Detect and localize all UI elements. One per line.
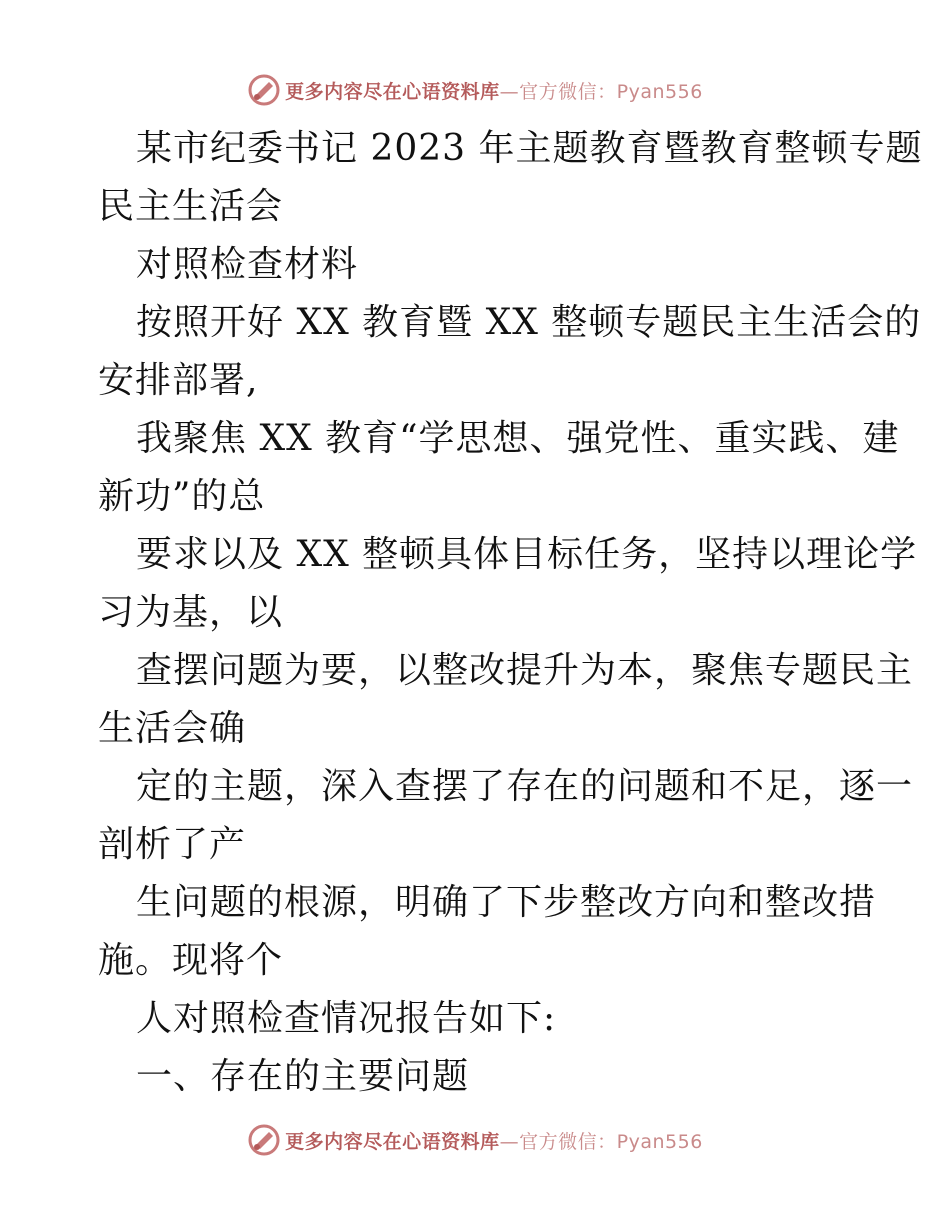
brand-logo-icon (247, 1123, 281, 1157)
watermark-banner-bottom (0, 1120, 950, 1160)
document-line: 安排部署, (98, 360, 259, 401)
document-line: 要求以及 XX 整顿具体目标任务，坚持以理论学 (136, 534, 918, 575)
document-line: 生活会确 (98, 708, 247, 749)
document-line: 人对照检查情况报告如下: (136, 998, 557, 1039)
document-line: 民主生活会 (98, 186, 284, 227)
watermark-text: 更多内容尽在心语资料库—官方微信：Pyan556 (285, 1130, 703, 1153)
document-line: 施。现将个 (98, 940, 284, 981)
document-line: 新功”的总 (98, 476, 266, 517)
document-line: 查摆问题为要，以整改提升为本，聚焦专题民主 (136, 650, 914, 691)
brand-logo-icon (247, 73, 281, 107)
document-line: 定的主题，深入查摆了存在的问题和不足，逐一 (136, 766, 914, 807)
document-line: 某市纪委书记 2023 年主题教育暨教育整顿专题 (136, 128, 923, 169)
document-line: 生问题的根源，明确了下步整改方向和整改措 (136, 882, 877, 923)
document-body (98, 120, 923, 1106)
document-line: 习为基，以 (98, 592, 284, 633)
document-line: 对照检查材料 (136, 244, 359, 285)
document-line: 一、存在的主要问题 (136, 1056, 470, 1097)
document-line: 我聚焦 XX 教育“学思想、强党性、重实践、建 (136, 418, 900, 459)
document-line: 剖析了产 (98, 824, 247, 865)
watermark-banner-top (0, 70, 950, 110)
document-line: 按照开好 XX 教育暨 XX 整顿专题民主生活会的 (136, 302, 922, 343)
watermark-text: 更多内容尽在心语资料库—官方微信：Pyan556 (285, 80, 703, 103)
